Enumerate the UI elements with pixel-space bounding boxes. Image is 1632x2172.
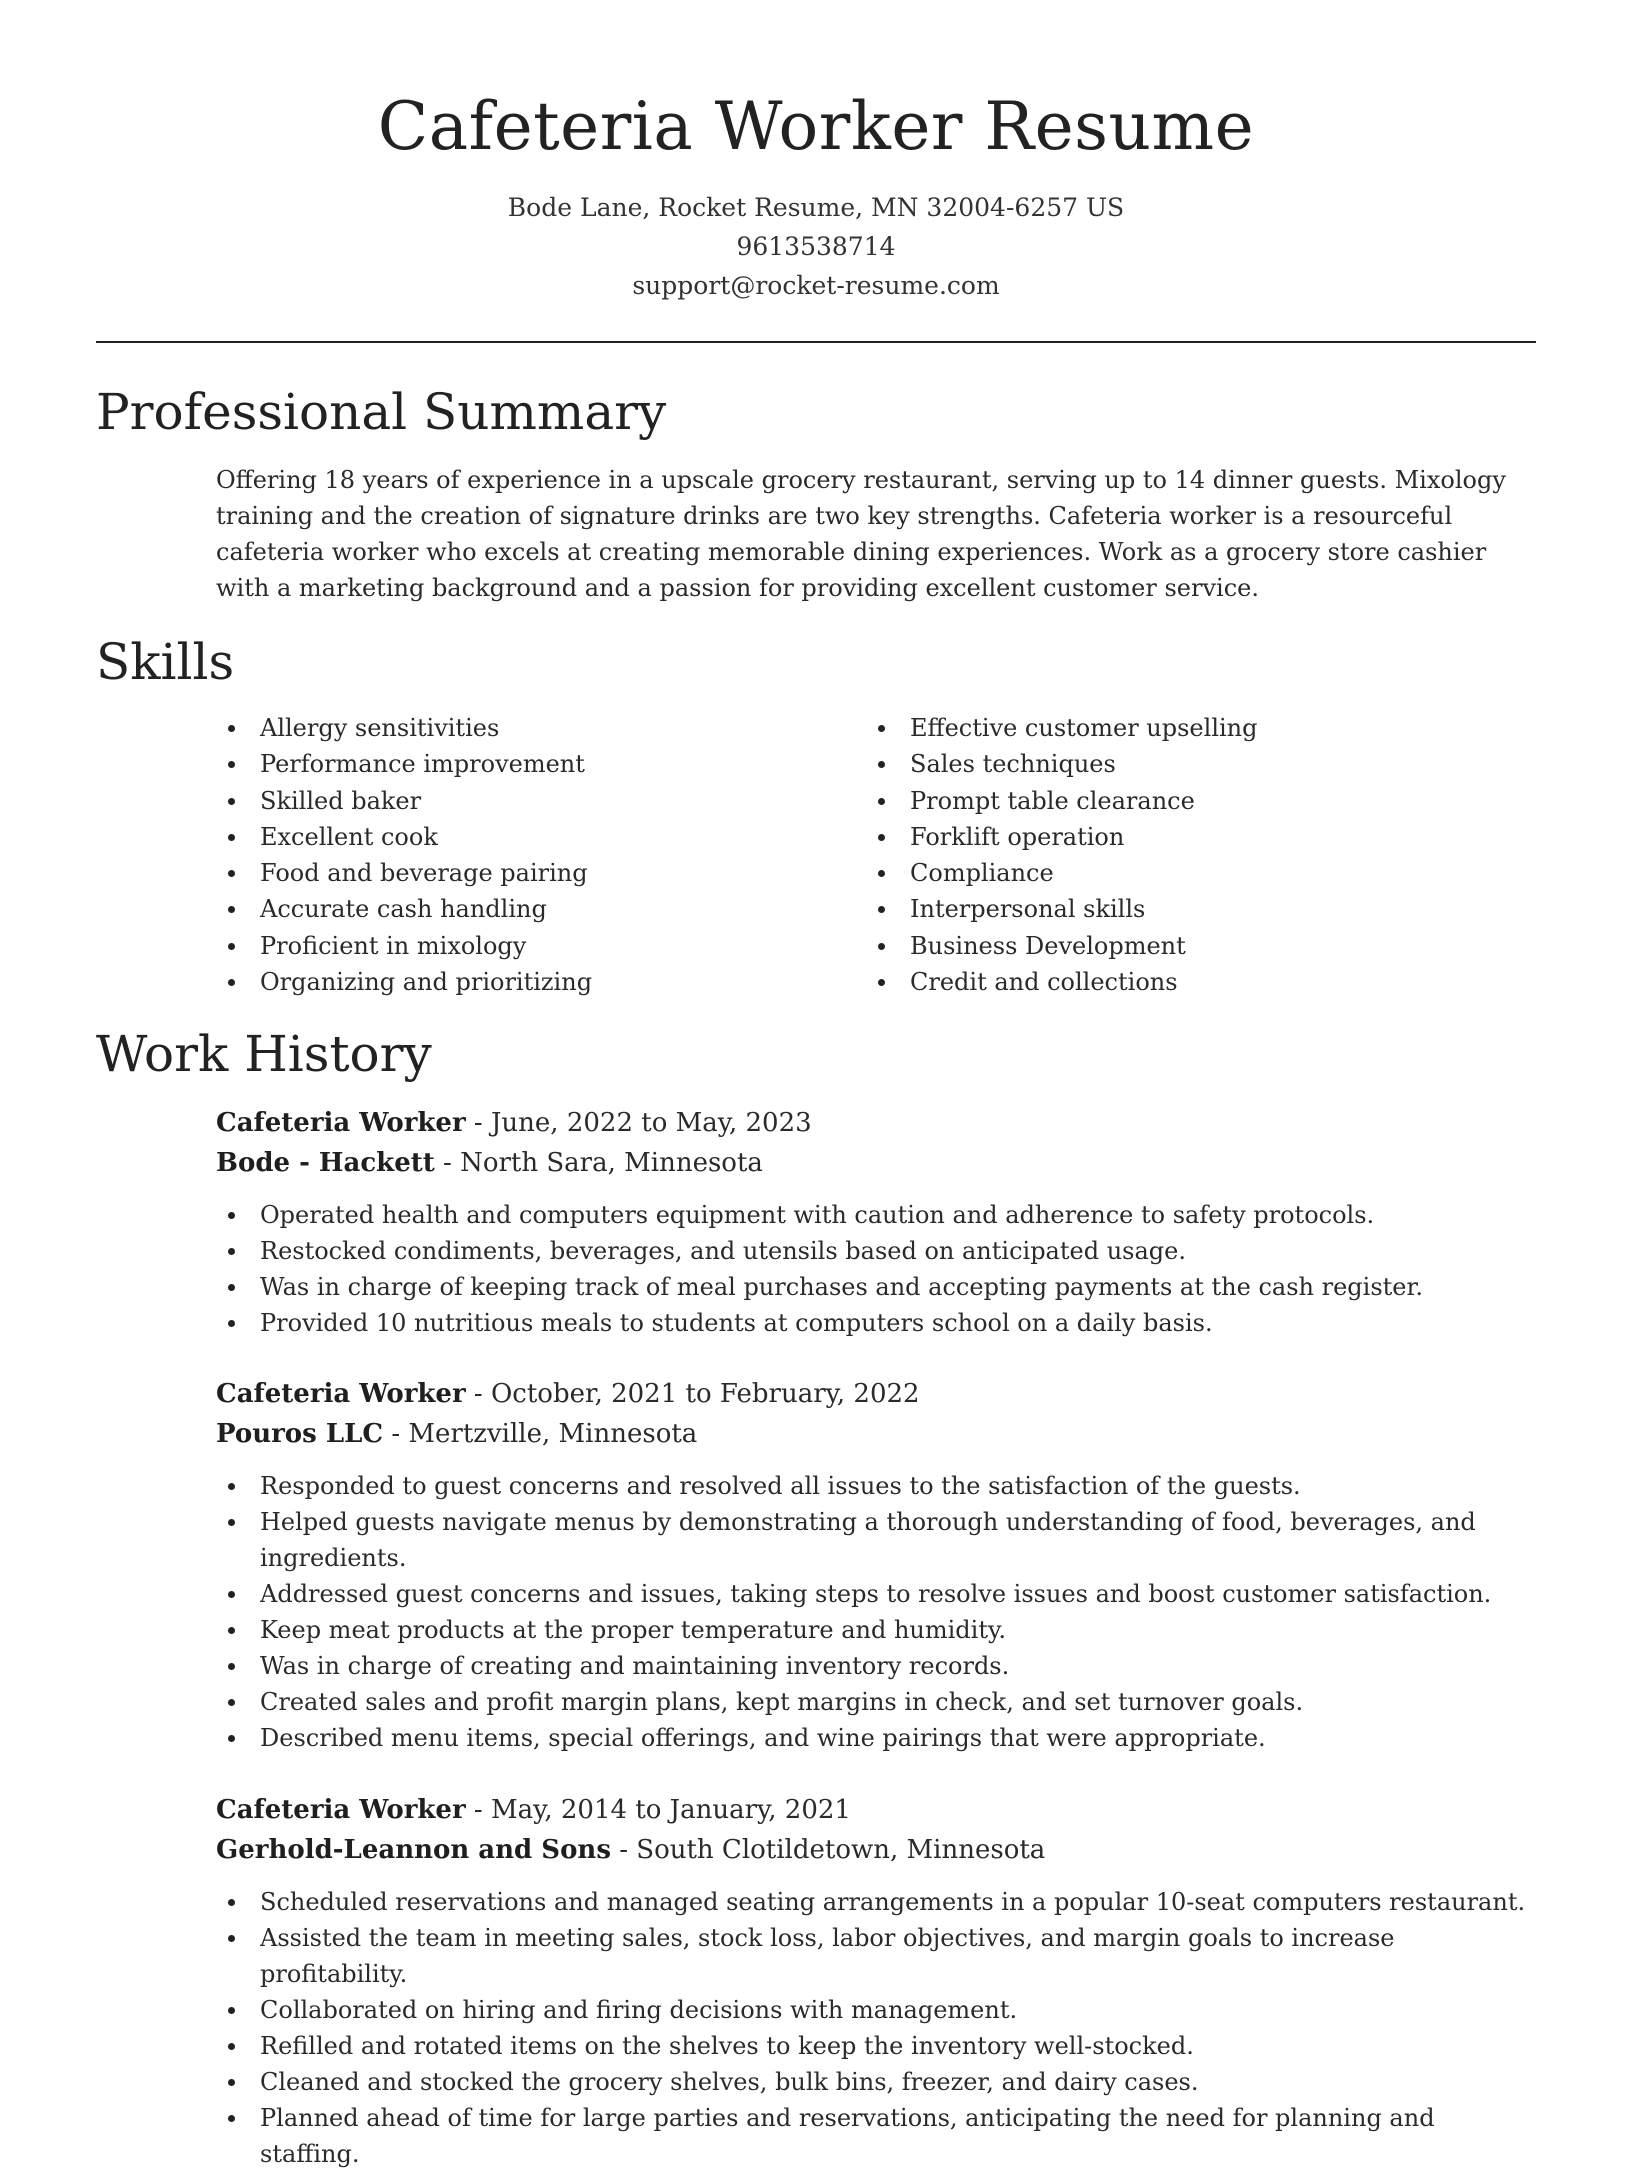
job-entry	[216, 1103, 1536, 1341]
job-company: Bode - Hackett	[216, 1148, 435, 1178]
job-title: Cafeteria Worker	[216, 1108, 466, 1138]
skill-item: Proficient in mixology	[216, 928, 816, 964]
skill-item: Effective customer upselling	[866, 710, 1516, 746]
skill-item: Business Development	[866, 928, 1516, 964]
job-entry	[216, 1790, 1536, 2172]
job-bullet: Planned ahead of time for large parties and reservations, anticipating the need for planning and staffing.	[216, 2100, 1536, 2172]
summary-text: Offering 18 years of experience in a upscale grocery restaurant, serving up to 14 dinner guests. Mixology training and the creation of signature drinks are two key strengths. Cafeteria worker is a resourceful cafeteria worker who excels at creating memorable dining experiences. Work as a grocery store cashier with a marketing background and a passion for providing excellent customer service.	[216, 466, 1506, 602]
job-bullet: Created sales and profit margin plans, kept margins in check, and set turnover goals.	[216, 1684, 1536, 1720]
job-company-line	[216, 1830, 1536, 1870]
resume-header	[0, 82, 1632, 305]
skill-item: Forklift operation	[866, 819, 1516, 855]
job-bullet: Addressed guest concerns and issues, taking steps to resolve issues and boost customer satisfaction.	[216, 1576, 1536, 1612]
job-title: Cafeteria Worker	[216, 1379, 466, 1409]
job-company-line	[216, 1143, 1536, 1183]
skill-item: Interpersonal skills	[866, 891, 1516, 927]
skill-item: Sales techniques	[866, 746, 1516, 782]
job-bullet: Keep meat products at the proper temperature and humidity.	[216, 1612, 1536, 1648]
job-title: Cafeteria Worker	[216, 1795, 466, 1825]
job-title-line	[216, 1790, 1536, 1830]
skill-item: Organizing and prioritizing	[216, 964, 816, 1000]
resume-title: Cafeteria Worker Resume	[377, 88, 1255, 165]
job-dates: - October, 2021 to February, 2022	[465, 1379, 920, 1409]
job-bullet: Described menu items, special offerings, and wine pairings that were appropriate.	[216, 1720, 1536, 1756]
job-bullet: Refilled and rotated items on the shelves to keep the inventory well-stocked.	[216, 2028, 1536, 2064]
skills-heading: Skills	[96, 633, 235, 691]
header-divider	[96, 341, 1536, 343]
job-bullet: Cleaned and stocked the grocery shelves, bulk bins, freezer, and dairy cases.	[216, 2064, 1536, 2100]
job-company-line	[216, 1414, 1536, 1454]
job-entry	[216, 1374, 1536, 1756]
job-bullet: Restocked condiments, beverages, and utensils based on anticipated usage.	[216, 1233, 1536, 1269]
job-bullet: Assisted the team in meeting sales, stock loss, labor objectives, and margin goals to increase profitability.	[216, 1920, 1536, 1992]
job-location: - North Sara, Minnesota	[434, 1148, 763, 1178]
skills-list-left	[216, 710, 816, 1000]
job-dates: - June, 2022 to May, 2023	[465, 1108, 812, 1138]
contact-address: Bode Lane, Rocket Resume, MN 32004-6257 US	[507, 193, 1125, 222]
contact-email: support@rocket-resume.com	[632, 271, 1000, 300]
job-company: Gerhold-Leannon and Sons	[216, 1835, 611, 1865]
job-bullet: Operated health and computers equipment with caution and adherence to safety protocols.	[216, 1197, 1536, 1233]
summary-heading: Professional Summary	[96, 383, 667, 441]
job-bullet: Responded to guest concerns and resolved all issues to the satisfaction of the guests.	[216, 1468, 1536, 1504]
skill-item: Compliance	[866, 855, 1516, 891]
skills-list-right	[866, 710, 1516, 1000]
job-bullet: Provided 10 nutritious meals to students at computers school on a daily basis.	[216, 1305, 1536, 1341]
job-bullet: Was in charge of keeping track of meal purchases and accepting payments at the cash register.	[216, 1269, 1536, 1305]
skill-item: Allergy sensitivities	[216, 710, 816, 746]
job-bullet: Helped guests navigate menus by demonstrating a thorough understanding of food, beverages, and ingredients.	[216, 1504, 1536, 1576]
skill-item: Performance improvement	[216, 746, 816, 782]
job-location: - Mertzville, Minnesota	[383, 1419, 698, 1449]
job-bullet: Collaborated on hiring and firing decisions with management.	[216, 1992, 1536, 2028]
contact-block	[0, 188, 1632, 305]
contact-phone: 9613538714	[736, 232, 896, 261]
skill-item: Food and beverage pairing	[216, 855, 816, 891]
skill-item: Accurate cash handling	[216, 891, 816, 927]
skill-item: Excellent cook	[216, 819, 816, 855]
job-title-line	[216, 1103, 1536, 1143]
job-bullets	[216, 1884, 1536, 2172]
skill-item: Credit and collections	[866, 964, 1516, 1000]
job-bullet: Scheduled reservations and managed seating arrangements in a popular 10-seat computers restaurant.	[216, 1884, 1536, 1920]
job-dates: - May, 2014 to January, 2021	[465, 1795, 851, 1825]
job-location: - South Clotildetown, Minnesota	[610, 1835, 1046, 1865]
work-history-heading: Work History	[96, 1025, 432, 1083]
skill-item: Prompt table clearance	[866, 783, 1516, 819]
job-bullet: Was in charge of creating and maintaining inventory records.	[216, 1648, 1536, 1684]
job-title-line	[216, 1374, 1536, 1414]
job-bullets	[216, 1468, 1536, 1756]
job-bullets	[216, 1197, 1536, 1341]
skill-item: Skilled baker	[216, 783, 816, 819]
job-company: Pouros LLC	[216, 1419, 384, 1449]
